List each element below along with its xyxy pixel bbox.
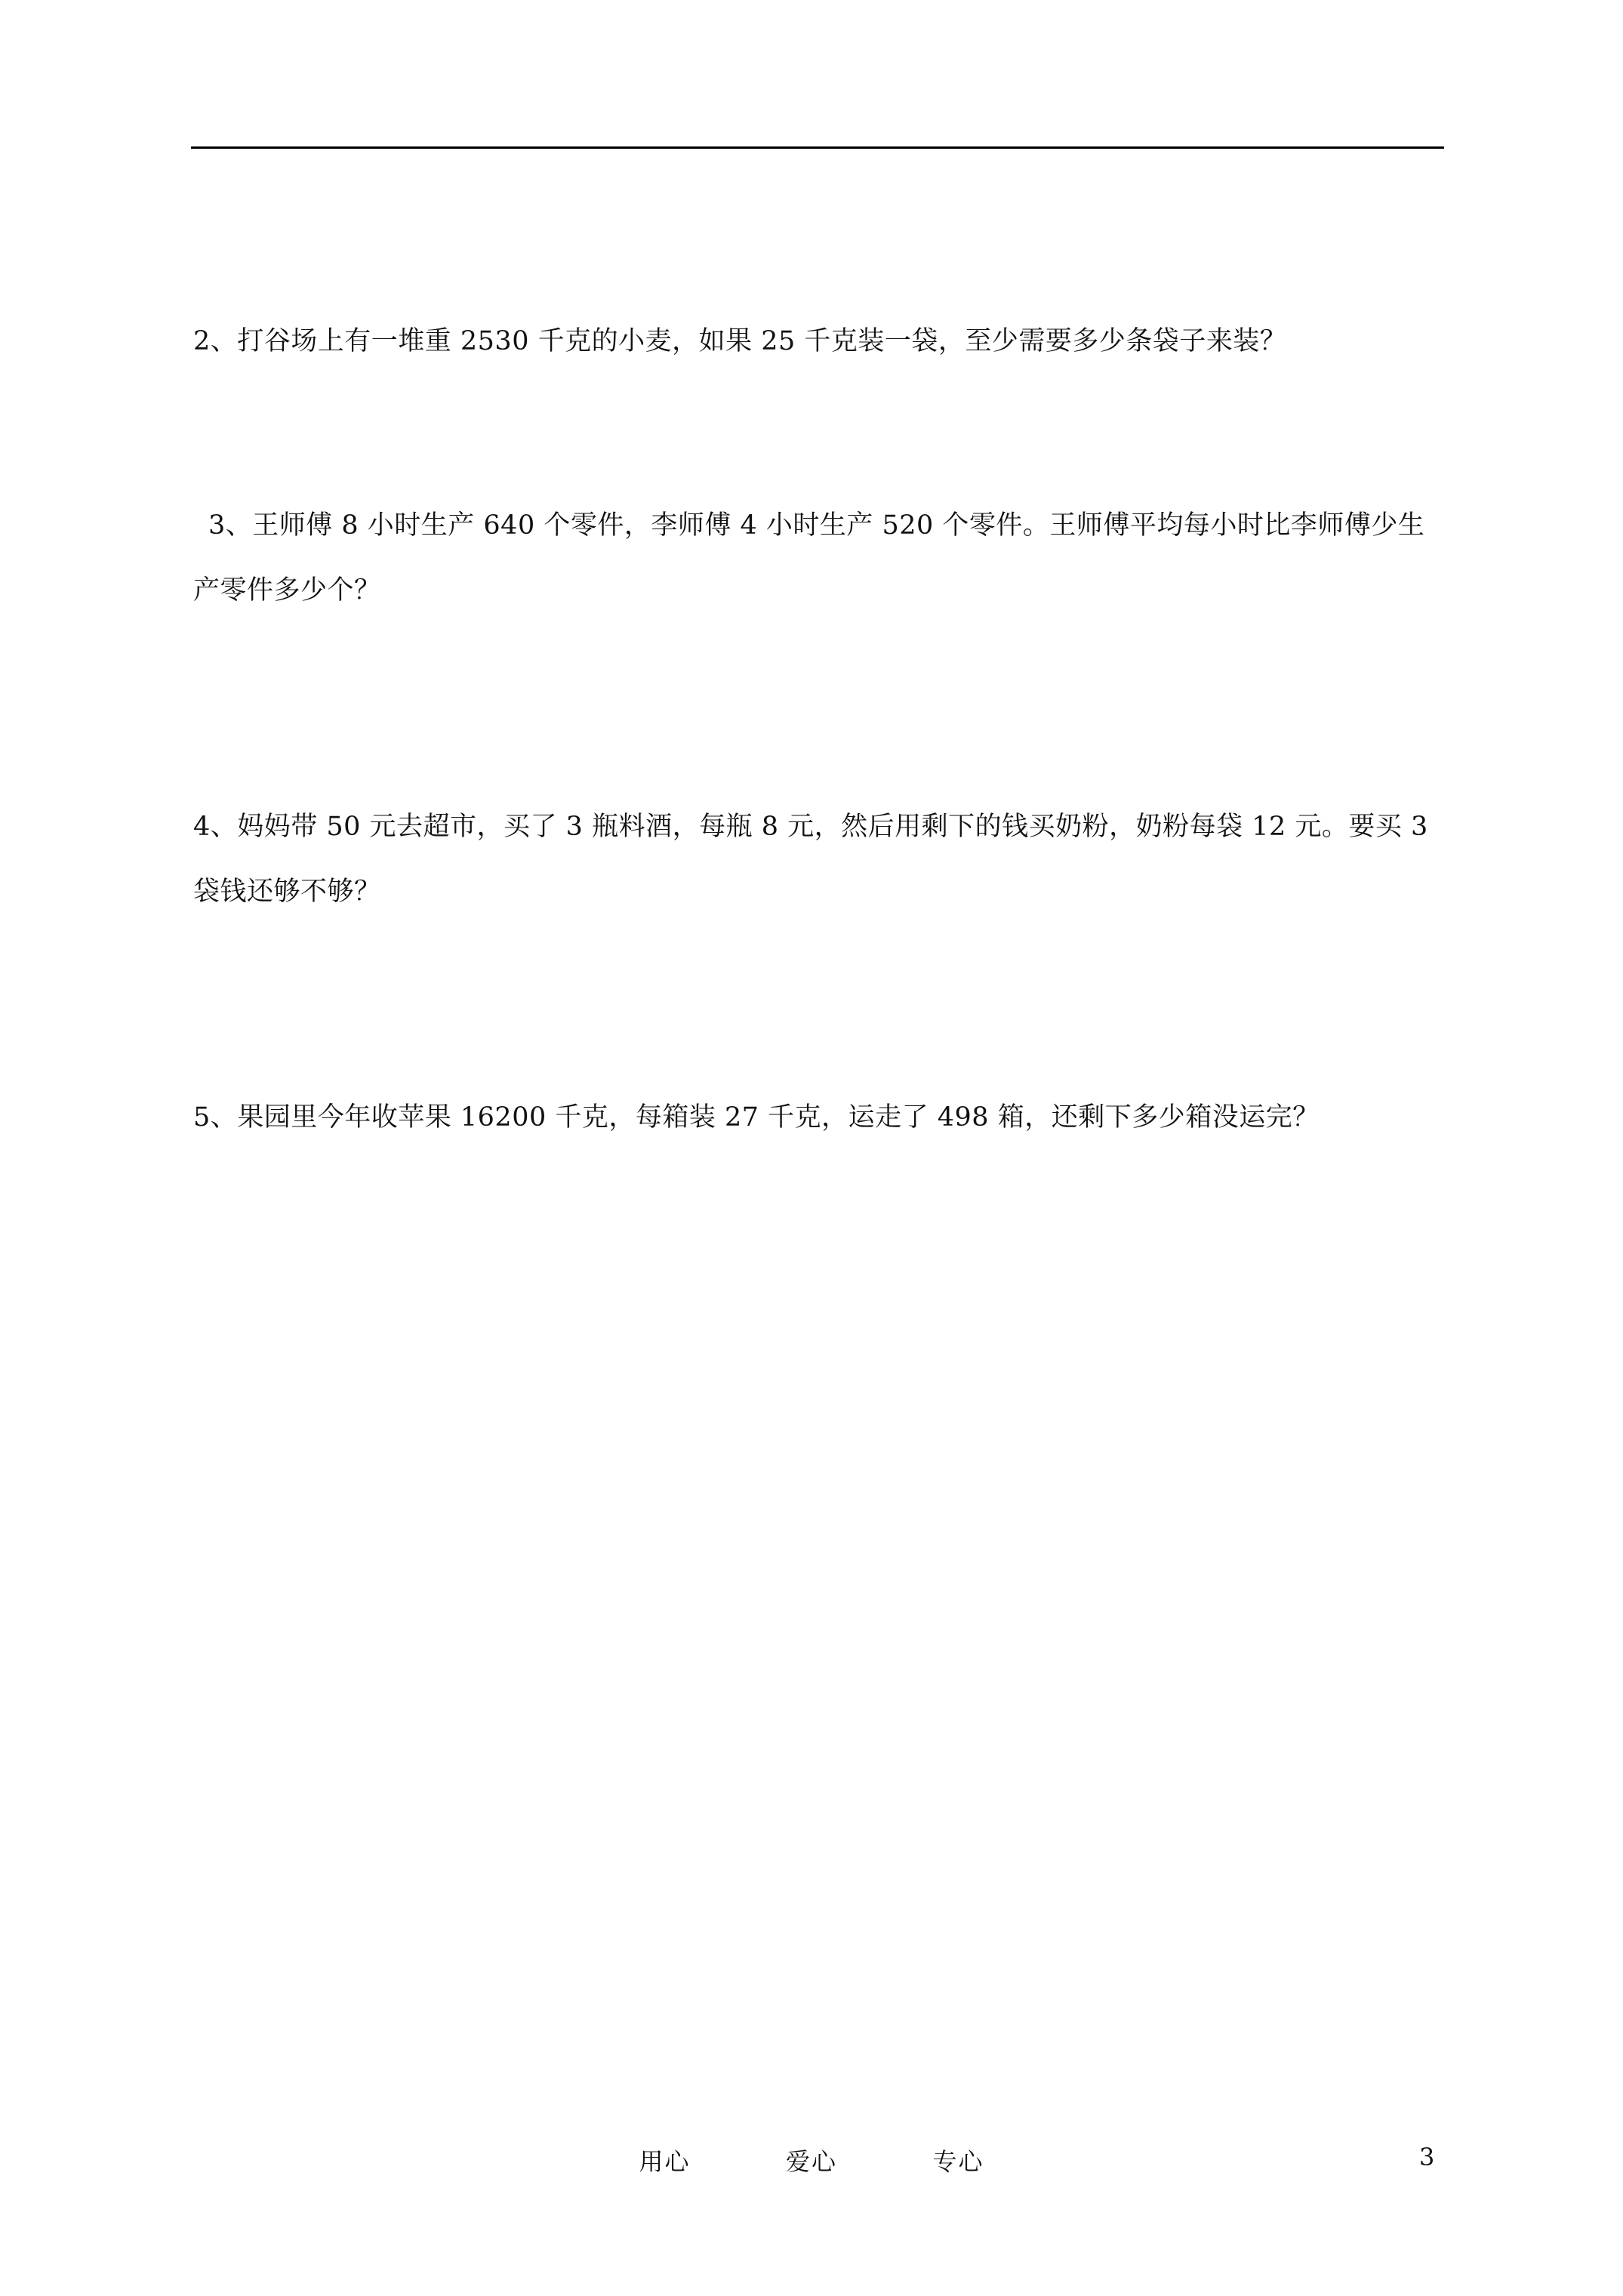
question-5: 5、果园里今年收苹果 16200 千克，每箱装 27 千克，运走了 498 箱，还剩下多少箱没运完？	[193, 1102, 1320, 1133]
question-4: 4、妈妈带 50 元去超市，买了 3 瓶料酒，每瓶 8 元，然后用剩下的钱买奶粉，奶粉每袋 12 元。要买 3 袋钱还够不够？	[193, 812, 1428, 907]
page-number: 3	[1419, 2143, 1435, 2171]
question-3: 3、王师傅 8 小时生产 640 个零件，李师傅 4 小时生产 520 个零件。王师傅平均每小时比李师傅少生产零件多少个？	[193, 510, 1425, 606]
header-rule	[191, 146, 1444, 149]
question-2: 2、打谷场上有一堆重 2530 千克的小麦，如果 25 千克装一袋，至少需要多少条袋子来装？	[193, 326, 1287, 356]
footer-motto: 用心 爱心 专心	[639, 2147, 984, 2176]
